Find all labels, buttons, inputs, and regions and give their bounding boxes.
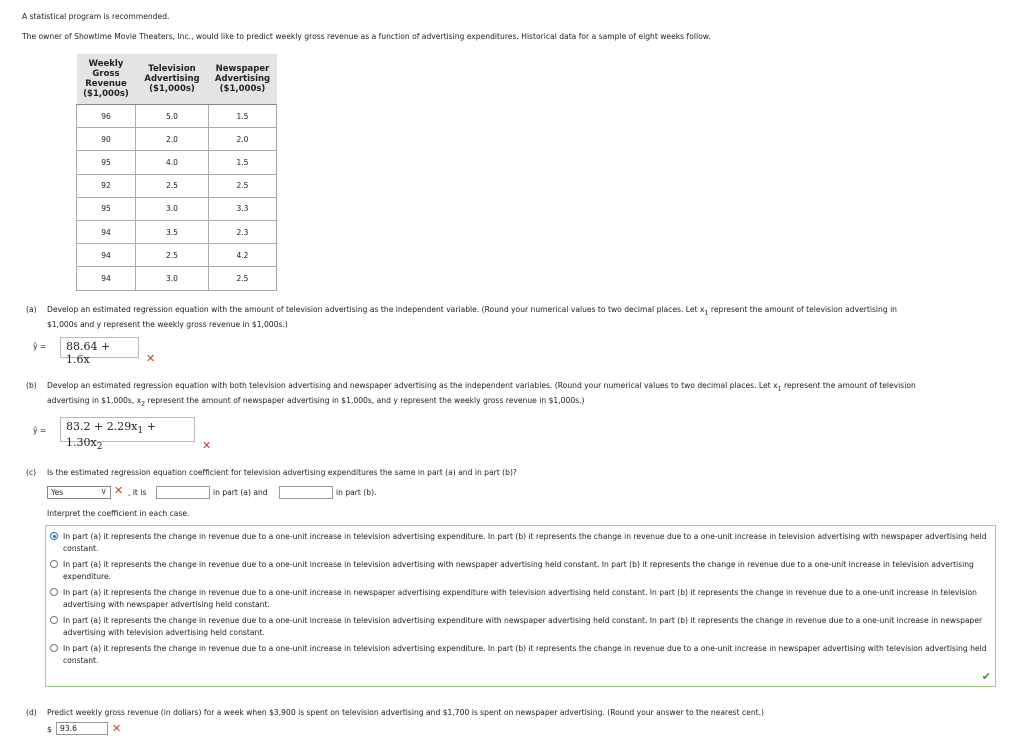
table-header-row	[77, 54, 277, 105]
part-b-answer-field[interactable]: $83.2 + 2.29x_1 + 1.30x_2$	[60, 417, 195, 442]
radio[interactable]	[50, 616, 58, 624]
part-c-input-b[interactable]	[279, 486, 333, 499]
data-table	[76, 54, 277, 291]
cell-tv: 4.0	[136, 151, 209, 174]
cell-tv: 3.5	[136, 220, 209, 243]
cell-revenue: 92	[77, 174, 136, 197]
interpretation-options	[45, 525, 996, 687]
table-row	[77, 151, 277, 174]
table-row	[77, 105, 277, 128]
table-row	[77, 220, 277, 243]
table-row	[77, 174, 277, 197]
cell-tv: 3.0	[136, 197, 209, 220]
cell-newspaper: 2.0	[209, 128, 277, 151]
header-weekly-gross-revenue: Weekly Gross Revenue ($1,000s)	[77, 54, 136, 105]
option-text: In part (a) it represents the change in revenue due to a one-unit increase in television advertising with newspaper advertising held constant. In part (b) it represents the change in revenue due to a one-unit increase in television advertising expenditure.	[63, 560, 974, 581]
cell-revenue: 90	[77, 128, 136, 151]
part-c-question: Is the estimated regression equation coefficient for television advertising expenditures the same in part (a) and in part (b)?	[47, 468, 517, 477]
cell-tv: 5.0	[136, 105, 209, 128]
header-television-advertising: Television Advertising ($1,000s)	[136, 54, 209, 105]
cell-tv: 2.5	[136, 244, 209, 267]
cell-newspaper: 2.3	[209, 220, 277, 243]
part-b-yhat: ŷ =	[33, 426, 47, 435]
incorrect-icon: ✕	[202, 439, 212, 452]
in-part-b-text: in part (b).	[336, 488, 377, 497]
incorrect-icon: ✕	[146, 352, 156, 365]
option-text: In part (a) it represents the change in revenue due to a one-unit increase in television advertising expenditure. In part (b) it represents the change in revenue due to a one-unit increase in newspaper advertising with television advertising held constant.	[63, 644, 987, 665]
intro-text: A statistical program is recommended.	[22, 12, 170, 21]
option-text: In part (a) it represents the change in revenue due to a one-unit increase in television advertising expenditure with newspaper advertising held constant. In part (b) it represents the change in revenue due to a one-unit increase in newspaper advertising with television advertising held constant.	[63, 616, 983, 637]
table-row	[77, 197, 277, 220]
cell-newspaper: 4.2	[209, 244, 277, 267]
table-row	[77, 128, 277, 151]
in-part-a-text: in part (a) and	[213, 488, 268, 497]
part-c-select[interactable]	[47, 486, 111, 499]
part-d-label: (d)	[26, 708, 37, 717]
part-b-instructions: Develop an estimated regression equation with both television advertising and newspaper advertising as the independent variables. (Round your numerical values to two decimal places. Let $x_1$ represent the amount of television	[47, 381, 916, 393]
part-d-answer-field[interactable]: 93.6	[56, 722, 108, 735]
incorrect-icon: ✕	[114, 484, 124, 497]
header-newspaper-advertising: Newspaper Advertising ($1,000s)	[209, 54, 277, 105]
cell-tv: 2.5	[136, 174, 209, 197]
table-row	[77, 267, 277, 290]
cell-newspaper: 1.5	[209, 105, 277, 128]
radio[interactable]	[50, 644, 58, 652]
part-c-input-a[interactable]	[156, 486, 210, 499]
problem-statement: The owner of Showtime Movie Theaters, Inc., would like to predict weekly gross revenue as a function of advertising expenditures. Historical data for a sample of eight weeks follow.	[22, 32, 711, 41]
incorrect-icon: ✕	[112, 722, 122, 735]
correct-check-icon: ✔	[981, 670, 991, 683]
interpret-text: Interpret the coefficient in each case.	[47, 509, 190, 518]
cell-tv: 3.0	[136, 267, 209, 290]
part-b-instructions-2: advertising in $1,000s, $x_2$ represent the amount of newspaper advertising in $1,000s, and y represent the weekly gross revenue in $1,000s.)	[47, 396, 585, 408]
option-text: In part (a) it represents the change in revenue due to a one-unit increase in television advertising expenditure. In part (b) it represents the change in revenue due to a one-unit increase in television advertising with newspaper advertising held constant.	[63, 532, 987, 553]
cell-newspaper: 2.5	[209, 267, 277, 290]
table-row	[77, 244, 277, 267]
part-a-answer-field[interactable]: 88.64 + 1.6x	[60, 337, 139, 358]
cell-newspaper: 1.5	[209, 151, 277, 174]
cell-tv: 2.0	[136, 128, 209, 151]
part-d-question: Predict weekly gross revenue (in dollars) for a week when $3,900 is spent on television advertising and $1,700 is spent on newspaper advertising. (Round your answer to the nearest cent.)	[47, 708, 765, 717]
cell-revenue: 94	[77, 267, 136, 290]
part-a-yhat: ŷ =	[33, 342, 47, 351]
cell-revenue: 96	[77, 105, 136, 128]
cell-newspaper: 2.5	[209, 174, 277, 197]
radio-selected[interactable]	[50, 532, 58, 540]
it-is-text: , it is	[128, 488, 147, 497]
cell-revenue: 95	[77, 197, 136, 220]
part-a-instructions-2: $1,000s and y represent the weekly gross revenue in $1,000s.)	[47, 320, 288, 329]
part-a-instructions: Develop an estimated regression equation with the amount of television advertising as the independent variable. (Round your numerical values to two decimal places. Let $x_1$ represent the amount of television advertising in	[47, 305, 897, 317]
cell-revenue: 94	[77, 244, 136, 267]
dollar-sign: $	[47, 725, 52, 734]
select-value: Yes	[51, 488, 64, 497]
cell-newspaper: 3.3	[209, 197, 277, 220]
part-c-label: (c)	[26, 468, 37, 477]
part-a-label: (a)	[26, 305, 37, 314]
chevron-down-icon: ∨	[100, 487, 107, 497]
cell-revenue: 94	[77, 220, 136, 243]
part-b-label: (b)	[26, 381, 37, 390]
option-text: In part (a) it represents the change in revenue due to a one-unit increase in newspaper advertising expenditure with television advertising held constant. In part (b) it represents the change in revenue due to a one-unit increase in television advertising with newspaper advertising held constant.	[63, 588, 977, 609]
radio[interactable]	[50, 560, 58, 568]
cell-revenue: 95	[77, 151, 136, 174]
radio[interactable]	[50, 588, 58, 596]
